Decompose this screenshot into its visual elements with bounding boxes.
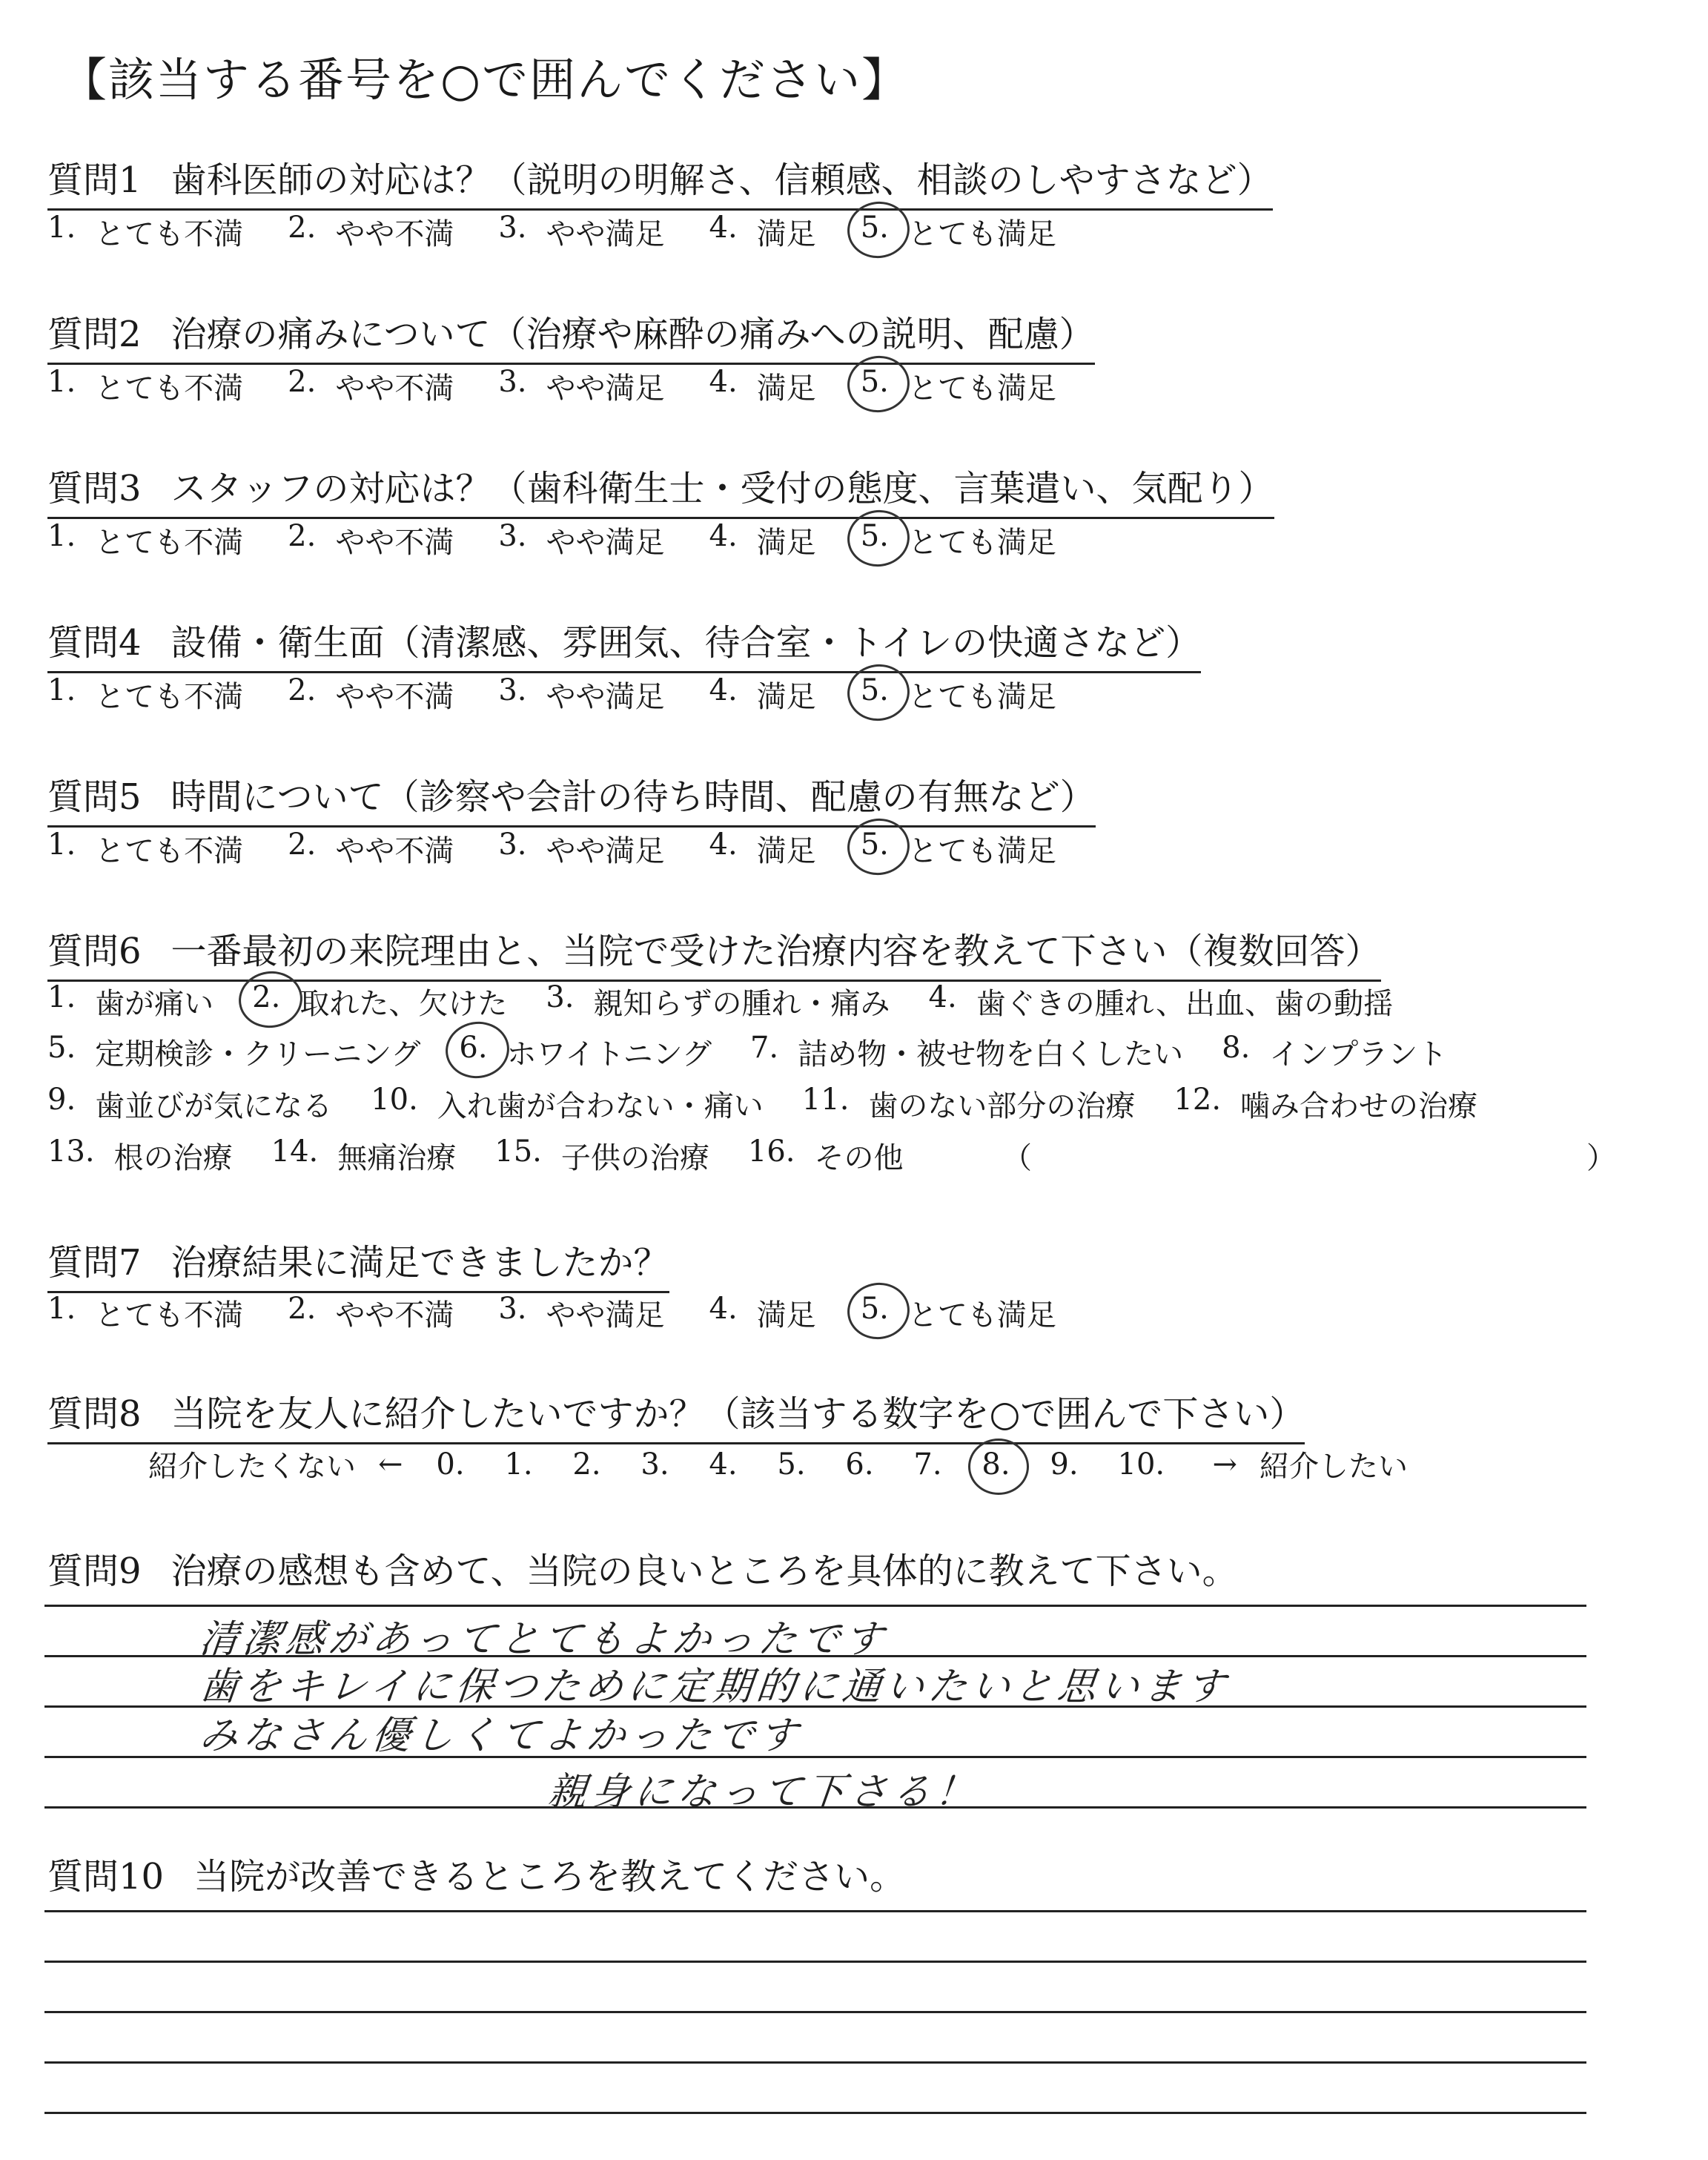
answer-line (44, 2061, 1586, 2064)
question-number: 質問7 (47, 1242, 142, 1284)
option-3[interactable]: 3. やや満足 (498, 828, 665, 868)
scale-6[interactable]: 6. (845, 1447, 874, 1482)
question-number: 質問1 (47, 159, 142, 201)
option-4[interactable]: 4. 満足 (709, 673, 816, 714)
question-number: 質問5 (47, 776, 142, 818)
option-5-selected[interactable]: 5. とても満足 (860, 519, 1056, 560)
option-2[interactable]: 2. やや不満 (288, 673, 454, 714)
question-text: 治療の痛みについて（治療や麻酔の痛みへの説明、配慮） (171, 314, 1095, 355)
question-5-options (47, 828, 1101, 870)
scale-3[interactable]: 3. (640, 1447, 669, 1482)
q6-option-12[interactable]: 12. 噛み合わせの治療 (1174, 1083, 1478, 1123)
option-4[interactable]: 4. 満足 (709, 365, 816, 406)
question-text: 時間について（診察や会計の待ち時間、配慮の有無など） (171, 776, 1096, 818)
q6-other-open-paren: （ (1002, 1141, 1032, 1175)
option-1[interactable]: 1. とても不満 (47, 519, 244, 560)
q6-option-13[interactable]: 13. 根の治療 (47, 1135, 233, 1175)
scale-7[interactable]: 7. (913, 1447, 942, 1482)
question-6-options-row-1 (47, 980, 1431, 1023)
scale-1[interactable]: 1. (504, 1447, 533, 1482)
answer-line (44, 1605, 1586, 1607)
option-5-selected[interactable]: 5. とても満足 (860, 211, 1056, 251)
question-4-title (47, 614, 1201, 673)
option-5-selected[interactable]: 5. とても満足 (860, 673, 1056, 714)
q6-option-16[interactable]: 16. その他 (747, 1135, 904, 1175)
page-header: 【該当する番号を○で囲んでください】 (61, 53, 910, 107)
option-4[interactable]: 4. 満足 (709, 519, 816, 560)
option-1[interactable]: 1. とても不満 (47, 365, 244, 406)
option-3[interactable]: 3. やや満足 (498, 1292, 665, 1332)
scale-2[interactable]: 2. (572, 1447, 601, 1482)
question-9-title (47, 1542, 1238, 1593)
question-text: 治療の感想も含めて、当院の良いところを具体的に教えて下さい。 (171, 1550, 1238, 1592)
question-text: 歯科医師の対応は？（説明の明解さ、信頼感、相談のしやすさなど） (171, 159, 1273, 201)
right-arrow-icon: → (1212, 1447, 1238, 1482)
scale-left-label: 紹介したくない (148, 1450, 356, 1484)
question-6-options-row-4 (47, 1135, 942, 1177)
option-3[interactable]: 3. やや満足 (498, 673, 665, 714)
q6-option-2-selected[interactable]: 2. 取れた、欠けた (252, 980, 508, 1021)
question-number: 質問10 (47, 1856, 165, 1898)
question-number: 質問2 (47, 314, 142, 355)
question-number: 質問3 (47, 468, 142, 509)
option-4[interactable]: 4. 満足 (709, 1292, 816, 1332)
question-6-options-row-2 (47, 1031, 1486, 1073)
question-2-title (47, 305, 1095, 365)
option-4[interactable]: 4. 満足 (709, 211, 816, 251)
q6-option-7[interactable]: 7. 詰め物・被せ物を白くしたい (749, 1031, 1184, 1071)
q6-option-14[interactable]: 14. 無痛治療 (271, 1135, 457, 1175)
question-number: 質問8 (47, 1393, 142, 1435)
question-number: 質問4 (47, 622, 142, 664)
option-1[interactable]: 1. とても不満 (47, 828, 244, 868)
question-6-title (47, 922, 1381, 982)
answer-line (44, 2011, 1586, 2013)
question-1-title (47, 151, 1273, 211)
option-3[interactable]: 3. やや満足 (498, 519, 665, 560)
question-text: 設備・衛生面（清潔感、雰囲気、待合室・トイレの快適さなど） (171, 622, 1202, 664)
question-number: 質問9 (47, 1550, 142, 1592)
question-text: 治療結果に満足できましたか？ (171, 1242, 669, 1284)
question-text: 当院が改善できるところを教えてください。 (193, 1856, 906, 1898)
answer-line (44, 1910, 1586, 1912)
option-3[interactable]: 3. やや満足 (498, 365, 665, 406)
option-1[interactable]: 1. とても不満 (47, 1292, 244, 1332)
q6-option-3[interactable]: 3. 親知らずの腫れ・痛み (546, 980, 890, 1021)
question-4-options (47, 673, 1101, 716)
option-5-selected[interactable]: 5. とても満足 (860, 1292, 1056, 1332)
handwritten-answer-line-3: みなさん優しくてよかったです (197, 1714, 804, 1758)
option-2[interactable]: 2. やや不満 (288, 211, 454, 251)
option-5-selected[interactable]: 5. とても満足 (860, 365, 1056, 406)
option-3[interactable]: 3. やや満足 (498, 211, 665, 251)
q6-option-11[interactable]: 11. 歯のない部分の治療 (801, 1083, 1136, 1123)
scale-9[interactable]: 9. (1050, 1447, 1079, 1482)
question-1-options (47, 211, 1101, 253)
q8-recommend-scale (148, 1443, 1408, 1485)
scale-8-selected[interactable]: 8. (982, 1447, 1010, 1482)
q6-option-6-selected[interactable]: 6. ホワイトニング (459, 1031, 712, 1071)
option-1[interactable]: 1. とても不満 (47, 211, 244, 251)
option-2[interactable]: 2. やや不満 (288, 519, 454, 560)
scale-4[interactable]: 4. (709, 1447, 738, 1482)
handwritten-answer-line-1: 清潔感があってとてもよかったです (197, 1617, 890, 1662)
q6-option-5[interactable]: 5. 定期検診・クリーニング (47, 1031, 421, 1071)
question-2-options (47, 365, 1101, 407)
scale-5[interactable]: 5. (777, 1447, 806, 1482)
question-3-options (47, 519, 1101, 561)
question-7-options (47, 1292, 1101, 1334)
option-2[interactable]: 2. やや不満 (288, 828, 454, 868)
option-4[interactable]: 4. 満足 (709, 828, 816, 868)
q6-other-close-paren: ） (1586, 1141, 1616, 1175)
question-number: 質問6 (47, 931, 142, 972)
question-10-title (47, 1848, 905, 1899)
handwritten-answer-line-2: 歯をキレイに保つために定期的に通いたいと思います (197, 1665, 1232, 1709)
answer-line (44, 2112, 1586, 2114)
q6-option-4[interactable]: 4. 歯ぐきの腫れ、出血、歯の動揺 (928, 980, 1394, 1021)
question-text: 当院を友人に紹介したいですか？（該当する数字を○で囲んで下さい） (171, 1393, 1305, 1435)
question-7-title (47, 1234, 669, 1293)
question-6-options-row-3 (47, 1083, 1516, 1125)
question-text: 一番最初の来院理由と、当院で受けた治療内容を教えて下さい（複数回答） (171, 931, 1381, 972)
q6-option-9[interactable]: 9. 歯並びが気になる (47, 1083, 333, 1123)
scale-10[interactable]: 10. (1117, 1447, 1165, 1482)
q6-option-8[interactable]: 8. インプラント (1222, 1031, 1448, 1071)
question-3-title (47, 460, 1274, 519)
scale-right-label: 紹介したい (1260, 1450, 1409, 1484)
q6-option-10[interactable]: 10. 入れ歯が合わない・痛い (371, 1083, 764, 1123)
option-2[interactable]: 2. やや不満 (288, 365, 454, 406)
q6-option-1[interactable]: 1. 歯が痛い (47, 980, 214, 1021)
question-8-title (47, 1385, 1305, 1444)
question-5-title (47, 768, 1096, 828)
option-1[interactable]: 1. とても不満 (47, 673, 244, 714)
left-arrow-icon: ← (378, 1447, 403, 1482)
option-2[interactable]: 2. やや不満 (288, 1292, 454, 1332)
question-text: スタッフの対応は？（歯科衛生士・受付の態度、言葉遣い、気配り） (171, 468, 1274, 509)
answer-line (44, 1961, 1586, 1963)
q6-option-15[interactable]: 15. 子供の治療 (494, 1135, 709, 1175)
scale-0[interactable]: 0. (436, 1447, 465, 1482)
handwritten-answer-line-4: 親身になって下さる！ (546, 1770, 981, 1814)
option-5-selected[interactable]: 5. とても満足 (860, 828, 1056, 868)
